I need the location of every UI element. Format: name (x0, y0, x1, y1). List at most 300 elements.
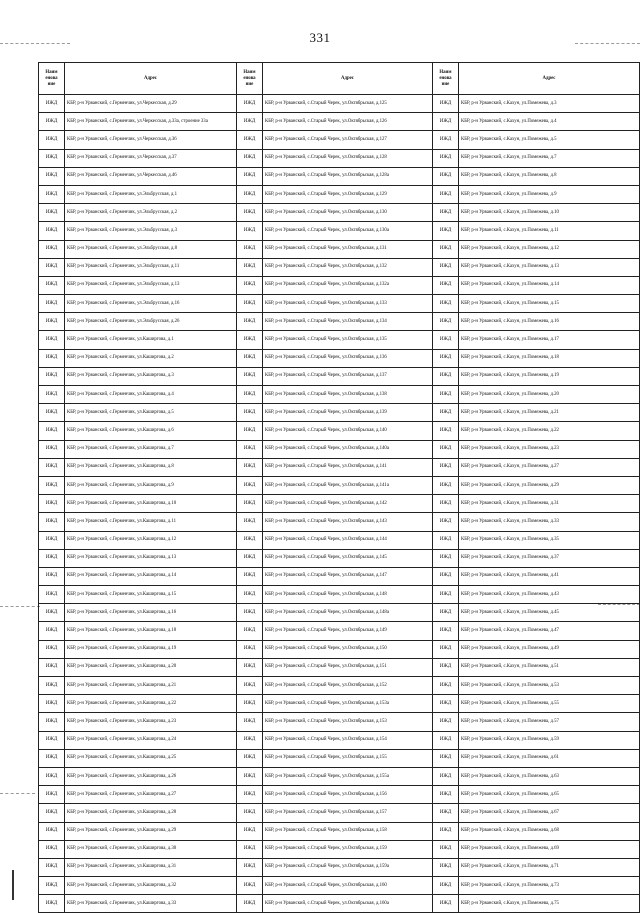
table-row (39, 513, 640, 531)
address-cell: КБР, р-н Урванский, с.Кахун, ул.Помежева, д.65 (459, 786, 640, 804)
address-cell: КБР, р-н Урванский, с.Старый Черек, ул.Октябрьская, д.148 (263, 586, 433, 604)
object-type-cell: ИЖД (39, 113, 65, 131)
address-cell: КБР, р-н Урванский, с.Кахун, ул.Помежева, д.7 (459, 149, 640, 167)
address-cell: КБР, р-н Урванский, с.Старый Черек, ул.Октябрьская, д.154 (263, 731, 433, 749)
address-cell: КБР, р-н Урванский, с.Старый Черек, ул.Октябрьская, д.160 (263, 877, 433, 895)
object-type-cell: ИЖД (39, 695, 65, 713)
object-type-cell: ИЖД (433, 276, 459, 294)
object-type-cell: ИЖД (237, 367, 263, 385)
address-cell: КБР, р-н Урванский, с.Герменчик, ул.Эльбрусская, д.26 (65, 313, 237, 331)
address-cell: КБР, р-н Урванский, с.Старый Черек, ул.Октябрьская, д.132 (263, 258, 433, 276)
object-type-cell: ИЖД (237, 858, 263, 876)
object-type-cell: ИЖД (39, 404, 65, 422)
object-type-cell: ИЖД (39, 604, 65, 622)
object-type-cell: ИЖД (39, 167, 65, 185)
object-type-cell: ИЖД (433, 258, 459, 276)
address-cell: КБР, р-н Урванский, с.Кахун, ул.Помежева, д.53 (459, 677, 640, 695)
object-type-cell: ИЖД (433, 458, 459, 476)
table-row (39, 804, 640, 822)
scan-artifact-line (0, 793, 35, 794)
address-column-header: Адрес (65, 63, 237, 95)
object-type-cell: ИЖД (237, 731, 263, 749)
address-cell: КБР, р-н Урванский, с.Герменчик, ул.Каширгова, д.20 (65, 658, 237, 676)
address-cell: КБР, р-н Урванский, с.Старый Черек, ул.Октябрьская, д.145 (263, 549, 433, 567)
table-row (39, 331, 640, 349)
object-type-cell: ИЖД (39, 204, 65, 222)
object-type-cell: ИЖД (433, 549, 459, 567)
object-type-cell: ИЖД (433, 404, 459, 422)
address-cell: КБР, р-н Урванский, с.Кахун, ул.Помежева, д.11 (459, 222, 640, 240)
table-row (39, 786, 640, 804)
table-row (39, 204, 640, 222)
address-cell: КБР, р-н Урванский, с.Кахун, ул.Помежева, д.43 (459, 586, 640, 604)
address-cell: КБР, р-н Урванский, с.Старый Черек, ул.Октябрьская, д.160а (263, 895, 433, 913)
object-type-cell: ИЖД (39, 713, 65, 731)
address-cell: КБР, р-н Урванский, с.Герменчик, ул.Каширгова, д.6 (65, 422, 237, 440)
address-cell: КБР, р-н Урванский, с.Герменчик, ул.Каширгова, д.27 (65, 786, 237, 804)
object-type-cell: ИЖД (237, 840, 263, 858)
address-cell: КБР, р-н Урванский, с.Герменчик, ул.Каширгова, д.24 (65, 731, 237, 749)
object-type-cell: ИЖД (433, 367, 459, 385)
object-type-cell: ИЖД (433, 622, 459, 640)
object-type-cell: ИЖД (39, 476, 65, 494)
table-row (39, 131, 640, 149)
object-type-cell: ИЖД (39, 386, 65, 404)
address-cell: КБР, р-н Урванский, с.Старый Черек, ул.Октябрьская, д.125 (263, 95, 433, 113)
object-type-cell: ИЖД (237, 567, 263, 585)
address-cell: КБР, р-н Урванский, с.Герменчик, ул.Каширгова, д.5 (65, 404, 237, 422)
address-register-table (38, 62, 640, 913)
scan-artifact-line (0, 43, 70, 44)
table-row (39, 586, 640, 604)
address-cell: КБР, р-н Урванский, с.Старый Черек, ул.Октябрьская, д.147 (263, 567, 433, 585)
table-row (39, 695, 640, 713)
address-cell: КБР, р-н Урванский, с.Кахун, ул.Помежева, д.27 (459, 458, 640, 476)
object-type-cell: ИЖД (433, 713, 459, 731)
address-column-header: Адрес (263, 63, 433, 95)
table-body (39, 95, 640, 913)
object-type-cell: ИЖД (39, 276, 65, 294)
address-cell: КБР, р-н Урванский, с.Герменчик, ул.Эльбрусская, д.16 (65, 295, 237, 313)
object-type-cell: ИЖД (237, 349, 263, 367)
address-cell: КБР, р-н Урванский, с.Герменчик, ул.Эльбрусская, д.3 (65, 222, 237, 240)
address-cell: КБР, р-н Урванский, с.Герменчик, ул.Каширгова, д.28 (65, 804, 237, 822)
object-type-cell: ИЖД (433, 240, 459, 258)
address-cell: КБР, р-н Урванский, с.Старый Черек, ул.Октябрьская, д.156 (263, 786, 433, 804)
object-type-cell: ИЖД (237, 622, 263, 640)
object-type-cell: ИЖД (237, 786, 263, 804)
object-type-cell: ИЖД (237, 295, 263, 313)
object-type-cell: ИЖД (39, 840, 65, 858)
object-type-cell: ИЖД (433, 313, 459, 331)
address-cell: КБР, р-н Урванский, с.Герменчик, ул.Каширгова, д.21 (65, 677, 237, 695)
address-cell: КБР, р-н Урванский, с.Герменчик, ул.Каширгова, д.1 (65, 331, 237, 349)
object-type-cell: ИЖД (39, 877, 65, 895)
object-type-cell: ИЖД (39, 586, 65, 604)
object-type-cell: ИЖД (433, 149, 459, 167)
address-cell: КБР, р-н Урванский, с.Старый Черек, ул.Октябрьская, д.150 (263, 640, 433, 658)
address-cell: КБР, р-н Урванский, с.Герменчик, ул.Черкесская, д.36 (65, 131, 237, 149)
object-type-cell: ИЖД (39, 495, 65, 513)
object-type-cell: ИЖД (237, 822, 263, 840)
table-row (39, 367, 640, 385)
object-type-cell: ИЖД (433, 131, 459, 149)
table-row (39, 240, 640, 258)
object-type-cell: ИЖД (39, 895, 65, 913)
table-row (39, 149, 640, 167)
address-cell: КБР, р-н Урванский, с.Герменчик, ул.Каширгова, д.16 (65, 604, 237, 622)
page-number: 331 (309, 30, 331, 45)
address-cell: КБР, р-н Урванский, с.Кахун, ул.Помежева, д.69 (459, 840, 640, 858)
object-type-cell: ИЖД (237, 640, 263, 658)
address-cell: КБР, р-н Урванский, с.Кахун, ул.Помежева, д.49 (459, 640, 640, 658)
address-cell: КБР, р-н Урванский, с.Герменчик, ул.Каширгова, д.8 (65, 458, 237, 476)
table-row (39, 822, 640, 840)
object-type-cell: ИЖД (433, 677, 459, 695)
object-type-cell: ИЖД (237, 167, 263, 185)
object-type-cell: ИЖД (39, 313, 65, 331)
object-type-cell: ИЖД (39, 531, 65, 549)
object-type-cell: ИЖД (433, 204, 459, 222)
address-cell: КБР, р-н Урванский, с.Старый Черек, ул.Октябрьская, д.128 (263, 149, 433, 167)
object-type-cell: ИЖД (237, 386, 263, 404)
object-type-cell: ИЖД (237, 767, 263, 785)
binder-mark (12, 870, 14, 900)
address-cell: КБР, р-н Урванский, с.Герменчик, ул.Каширгова, д.15 (65, 586, 237, 604)
address-cell: КБР, р-н Урванский, с.Старый Черек, ул.Октябрьская, д.135 (263, 331, 433, 349)
object-type-cell: ИЖД (433, 349, 459, 367)
address-cell: КБР, р-н Урванский, с.Старый Черек, ул.Октябрьская, д.138 (263, 386, 433, 404)
object-type-cell: ИЖД (433, 877, 459, 895)
address-cell: КБР, р-н Урванский, с.Кахун, ул.Помежева, д.3 (459, 95, 640, 113)
object-type-cell: ИЖД (237, 149, 263, 167)
address-cell: КБР, р-н Урванский, с.Старый Черек, ул.Октябрьская, д.152 (263, 677, 433, 695)
object-type-cell: ИЖД (433, 295, 459, 313)
object-type-cell: ИЖД (433, 640, 459, 658)
address-cell: КБР, р-н Урванский, с.Старый Черек, ул.Октябрьская, д.155а (263, 767, 433, 785)
address-cell: КБР, р-н Урванский, с.Герменчик, ул.Эльбрусская, д.13 (65, 276, 237, 294)
address-cell: КБР, р-н Урванский, с.Старый Черек, ул.Октябрьская, д.157 (263, 804, 433, 822)
object-type-cell: ИЖД (433, 749, 459, 767)
address-cell: КБР, р-н Урванский, с.Старый Черек, ул.Октябрьская, д.141а (263, 476, 433, 494)
object-type-cell: ИЖД (237, 258, 263, 276)
object-type-cell: ИЖД (433, 840, 459, 858)
object-type-cell: ИЖД (237, 658, 263, 676)
address-cell: КБР, р-н Урванский, с.Герменчик, ул.Эльбрусская, д.8 (65, 240, 237, 258)
object-type-cell: ИЖД (237, 749, 263, 767)
table-row (39, 440, 640, 458)
object-type-cell: ИЖД (433, 731, 459, 749)
object-type-cell: ИЖД (237, 877, 263, 895)
table-row (39, 495, 640, 513)
object-type-cell: ИЖД (39, 240, 65, 258)
address-cell: КБР, р-н Урванский, с.Кахун, ул.Помежева, д.17 (459, 331, 640, 349)
object-type-cell: ИЖД (237, 495, 263, 513)
object-type-cell: ИЖД (39, 331, 65, 349)
address-cell: КБР, р-н Урванский, с.Герменчик, ул.Каширгова, д.3 (65, 367, 237, 385)
address-cell: КБР, р-н Урванский, с.Герменчик, ул.Каширгова, д.7 (65, 440, 237, 458)
object-type-cell: ИЖД (39, 149, 65, 167)
address-cell: КБР, р-н Урванский, с.Старый Черек, ул.Октябрьская, д.133 (263, 295, 433, 313)
object-type-cell: ИЖД (39, 567, 65, 585)
object-type-cell: ИЖД (237, 240, 263, 258)
address-cell: КБР, р-н Урванский, с.Старый Черек, ул.Октябрьская, д.134 (263, 313, 433, 331)
object-type-cell: ИЖД (39, 95, 65, 113)
address-cell: КБР, р-н Урванский, с.Герменчик, ул.Каширгова, д.25 (65, 749, 237, 767)
object-type-cell: ИЖД (237, 222, 263, 240)
object-type-cell: ИЖД (39, 622, 65, 640)
address-cell: КБР, р-н Урванский, с.Кахун, ул.Помежева, д.41 (459, 567, 640, 585)
object-type-cell: ИЖД (237, 549, 263, 567)
object-type-cell: ИЖД (237, 804, 263, 822)
address-cell: КБР, р-н Урванский, с.Старый Черек, ул.Октябрьская, д.136 (263, 349, 433, 367)
object-type-cell: ИЖД (433, 786, 459, 804)
address-cell: КБР, р-н Урванский, с.Герменчик, ул.Черкесская, д.29 (65, 95, 237, 113)
address-cell: КБР, р-н Урванский, с.Старый Черек, ул.Октябрьская, д.129 (263, 185, 433, 203)
address-cell: КБР, р-н Урванский, с.Герменчик, ул.Каширгова, д.22 (65, 695, 237, 713)
address-cell: КБР, р-н Урванский, с.Кахун, ул.Помежева, д.31 (459, 495, 640, 513)
address-cell: КБР, р-н Урванский, с.Старый Черек, ул.Октябрьская, д.159а (263, 858, 433, 876)
table-row (39, 640, 640, 658)
object-type-cell: ИЖД (433, 822, 459, 840)
address-cell: КБР, р-н Урванский, с.Кахун, ул.Помежева, д.12 (459, 240, 640, 258)
object-type-cell: ИЖД (237, 95, 263, 113)
table-row (39, 858, 640, 876)
address-cell: КБР, р-н Урванский, с.Кахун, ул.Помежева, д.75 (459, 895, 640, 913)
address-cell: КБР, р-н Урванский, с.Кахун, ул.Помежева, д.51 (459, 658, 640, 676)
address-cell: КБР, р-н Урванский, с.Кахун, ул.Помежева, д.67 (459, 804, 640, 822)
object-type-cell: ИЖД (237, 185, 263, 203)
address-cell: КБР, р-н Урванский, с.Герменчик, ул.Каширгова, д.29 (65, 822, 237, 840)
table-row (39, 840, 640, 858)
address-cell: КБР, р-н Урванский, с.Герменчик, ул.Эльбрусская, д.1 (65, 185, 237, 203)
address-cell: КБР, р-н Урванский, с.Старый Черек, ул.Октябрьская, д.130 (263, 204, 433, 222)
address-cell: КБР, р-н Урванский, с.Старый Черек, ул.Октябрьская, д.128а (263, 167, 433, 185)
object-type-cell: ИЖД (433, 167, 459, 185)
address-cell: КБР, р-н Урванский, с.Герменчик, ул.Каширгова, д.26 (65, 767, 237, 785)
object-type-cell: ИЖД (433, 386, 459, 404)
table-row (39, 895, 640, 913)
object-type-cell: ИЖД (433, 604, 459, 622)
object-type-cell: ИЖД (433, 222, 459, 240)
address-cell: КБР, р-н Урванский, с.Кахун, ул.Помежева, д.71 (459, 858, 640, 876)
object-type-cell: ИЖД (39, 767, 65, 785)
object-type-cell: ИЖД (237, 404, 263, 422)
address-cell: КБР, р-н Урванский, с.Старый Черек, ул.Октябрьская, д.151 (263, 658, 433, 676)
table-row (39, 767, 640, 785)
table-row (39, 258, 640, 276)
table-row (39, 349, 640, 367)
address-cell: КБР, р-н Урванский, с.Старый Черек, ул.Октябрьская, д.137 (263, 367, 433, 385)
table-row (39, 113, 640, 131)
address-cell: КБР, р-н Урванский, с.Кахун, ул.Помежева, д.47 (459, 622, 640, 640)
address-cell: КБР, р-н Урванский, с.Старый Черек, ул.Октябрьская, д.127 (263, 131, 433, 149)
object-type-cell: ИЖД (39, 658, 65, 676)
table-row (39, 658, 640, 676)
address-cell: КБР, р-н Урванский, с.Герменчик, ул.Эльбрусская, д.2 (65, 204, 237, 222)
object-type-cell: ИЖД (433, 895, 459, 913)
table-row (39, 313, 640, 331)
address-cell: КБР, р-н Урванский, с.Старый Черек, ул.Октябрьская, д.139 (263, 404, 433, 422)
object-type-cell: ИЖД (433, 440, 459, 458)
object-type-cell: ИЖД (39, 295, 65, 313)
object-type-cell: ИЖД (433, 658, 459, 676)
address-cell: КБР, р-н Урванский, с.Старый Черек, ул.Октябрьская, д.140 (263, 422, 433, 440)
table-row (39, 167, 640, 185)
address-cell: КБР, р-н Урванский, с.Кахун, ул.Помежева, д.61 (459, 749, 640, 767)
object-type-cell: ИЖД (237, 695, 263, 713)
address-column-header: Адрес (459, 63, 640, 95)
address-cell: КБР, р-н Урванский, с.Кахун, ул.Помежева, д.21 (459, 404, 640, 422)
object-type-cell: ИЖД (39, 422, 65, 440)
type-column-header: Наим енова ние (433, 63, 459, 95)
address-cell: КБР, р-н Урванский, с.Кахун, ул.Помежева, д.29 (459, 476, 640, 494)
object-type-cell: ИЖД (237, 531, 263, 549)
table-row (39, 185, 640, 203)
address-cell: КБР, р-н Урванский, с.Кахун, ул.Помежева, д.10 (459, 204, 640, 222)
address-cell: КБР, р-н Урванский, с.Герменчик, ул.Каширгова, д.2 (65, 349, 237, 367)
object-type-cell: ИЖД (39, 731, 65, 749)
object-type-cell: ИЖД (237, 476, 263, 494)
object-type-cell: ИЖД (39, 549, 65, 567)
object-type-cell: ИЖД (433, 513, 459, 531)
address-cell: КБР, р-н Урванский, с.Кахун, ул.Помежева, д.16 (459, 313, 640, 331)
object-type-cell: ИЖД (39, 440, 65, 458)
type-column-header: Наим енова ние (237, 63, 263, 95)
object-type-cell: ИЖД (433, 495, 459, 513)
table-row (39, 567, 640, 585)
address-cell: КБР, р-н Урванский, с.Кахун, ул.Помежева, д.22 (459, 422, 640, 440)
table-row (39, 677, 640, 695)
table-row (39, 295, 640, 313)
address-cell: КБР, р-н Урванский, с.Старый Черек, ул.Октябрьская, д.131 (263, 240, 433, 258)
object-type-cell: ИЖД (433, 113, 459, 131)
address-cell: КБР, р-н Урванский, с.Кахун, ул.Помежева, д.55 (459, 695, 640, 713)
address-cell: КБР, р-н Урванский, с.Кахун, ул.Помежева, д.59 (459, 731, 640, 749)
address-cell: КБР, р-н Урванский, с.Старый Черек, ул.Октябрьская, д.153а (263, 695, 433, 713)
object-type-cell: ИЖД (237, 440, 263, 458)
object-type-cell: ИЖД (39, 804, 65, 822)
object-type-cell: ИЖД (237, 276, 263, 294)
address-cell: КБР, р-н Урванский, с.Герменчик, ул.Эльбрусская, д.11 (65, 258, 237, 276)
address-cell: КБР, р-н Урванский, с.Кахун, ул.Помежева, д.18 (459, 349, 640, 367)
address-cell: КБР, р-н Урванский, с.Кахун, ул.Помежева, д.37 (459, 549, 640, 567)
address-cell: КБР, р-н Урванский, с.Старый Черек, ул.Октябрьская, д.149 (263, 622, 433, 640)
address-cell: КБР, р-н Урванский, с.Герменчик, ул.Каширгова, д.10 (65, 495, 237, 513)
object-type-cell: ИЖД (39, 367, 65, 385)
address-cell: КБР, р-н Урванский, с.Кахун, ул.Помежева, д.33 (459, 513, 640, 531)
object-type-cell: ИЖД (237, 513, 263, 531)
object-type-cell: ИЖД (237, 677, 263, 695)
table-row (39, 458, 640, 476)
address-cell: КБР, р-н Урванский, с.Герменчик, ул.Каширгова, д.19 (65, 640, 237, 658)
object-type-cell: ИЖД (39, 640, 65, 658)
object-type-cell: ИЖД (433, 767, 459, 785)
address-cell: КБР, р-н Урванский, с.Герменчик, ул.Каширгова, д.31 (65, 858, 237, 876)
table-row (39, 95, 640, 113)
address-cell: КБР, р-н Урванский, с.Старый Черек, ул.Октябрьская, д.140а (263, 440, 433, 458)
address-cell: КБР, р-н Урванский, с.Кахун, ул.Помежева, д.63 (459, 767, 640, 785)
address-cell: КБР, р-н Урванский, с.Старый Черек, ул.Октябрьская, д.142 (263, 495, 433, 513)
address-cell: КБР, р-н Урванский, с.Старый Черек, ул.Октябрьская, д.132а (263, 276, 433, 294)
address-cell: КБР, р-н Урванский, с.Кахун, ул.Помежева, д.68 (459, 822, 640, 840)
address-cell: КБР, р-н Урванский, с.Кахун, ул.Помежева, д.4 (459, 113, 640, 131)
address-cell: КБР, р-н Урванский, с.Кахун, ул.Помежева, д.5 (459, 131, 640, 149)
address-cell: КБР, р-н Урванский, с.Герменчик, ул.Каширгова, д.9 (65, 476, 237, 494)
object-type-cell: ИЖД (39, 858, 65, 876)
object-type-cell: ИЖД (237, 313, 263, 331)
address-cell: КБР, р-н Урванский, с.Кахун, ул.Помежева, д.13 (459, 258, 640, 276)
table-row (39, 404, 640, 422)
object-type-cell: ИЖД (237, 331, 263, 349)
address-cell: КБР, р-н Урванский, с.Старый Черек, ул.Октябрьская, д.153 (263, 713, 433, 731)
object-type-cell: ИЖД (237, 604, 263, 622)
address-cell: КБР, р-н Урванский, с.Герменчик, ул.Черкесская, д.37 (65, 149, 237, 167)
object-type-cell: ИЖД (39, 677, 65, 695)
table-row (39, 713, 640, 731)
object-type-cell: ИЖД (39, 258, 65, 276)
object-type-cell: ИЖД (39, 222, 65, 240)
table-row (39, 386, 640, 404)
address-cell: КБР, р-н Урванский, с.Старый Черек, ул.Октябрьская, д.158 (263, 822, 433, 840)
address-cell: КБР, р-н Урванский, с.Герменчик, ул.Каширгова, д.12 (65, 531, 237, 549)
object-type-cell: ИЖД (433, 567, 459, 585)
table-row (39, 877, 640, 895)
address-cell: КБР, р-н Урванский, с.Старый Черек, ул.Октябрьская, д.148а (263, 604, 433, 622)
address-cell: КБР, р-н Урванский, с.Герменчик, ул.Каширгова, д.32 (65, 877, 237, 895)
object-type-cell: ИЖД (433, 586, 459, 604)
table-header-row (39, 63, 640, 95)
object-type-cell: ИЖД (39, 513, 65, 531)
object-type-cell: ИЖД (237, 458, 263, 476)
object-type-cell: ИЖД (237, 586, 263, 604)
address-cell: КБР, р-н Урванский, с.Старый Черек, ул.Октябрьская, д.155 (263, 749, 433, 767)
object-type-cell: ИЖД (237, 113, 263, 131)
object-type-cell: ИЖД (39, 458, 65, 476)
object-type-cell: ИЖД (39, 185, 65, 203)
address-cell: КБР, р-н Урванский, с.Старый Черек, ул.Октябрьская, д.130а (263, 222, 433, 240)
object-type-cell: ИЖД (433, 476, 459, 494)
address-cell: КБР, р-н Урванский, с.Герменчик, ул.Каширгова, д.23 (65, 713, 237, 731)
table-row (39, 422, 640, 440)
object-type-cell: ИЖД (237, 204, 263, 222)
object-type-cell: ИЖД (237, 713, 263, 731)
address-cell: КБР, р-н Урванский, с.Кахун, ул.Помежева, д.73 (459, 877, 640, 895)
object-type-cell: ИЖД (39, 786, 65, 804)
type-column-header: Наим енова ние (39, 63, 65, 95)
address-cell: КБР, р-н Урванский, с.Кахун, ул.Помежева, д.23 (459, 440, 640, 458)
object-type-cell: ИЖД (433, 858, 459, 876)
table-row (39, 276, 640, 294)
object-type-cell: ИЖД (39, 131, 65, 149)
object-type-cell: ИЖД (433, 422, 459, 440)
address-cell: КБР, р-н Урванский, с.Герменчик, ул.Каширгова, д.14 (65, 567, 237, 585)
object-type-cell: ИЖД (433, 331, 459, 349)
object-type-cell: ИЖД (433, 95, 459, 113)
table-row (39, 749, 640, 767)
scan-artifact-line (575, 43, 640, 44)
table-row (39, 731, 640, 749)
address-cell: КБР, р-н Урванский, с.Герменчик, ул.Каширгова, д.11 (65, 513, 237, 531)
address-cell: КБР, р-н Урванский, с.Кахун, ул.Помежева, д.35 (459, 531, 640, 549)
address-cell: КБР, р-н Урванский, с.Кахун, ул.Помежева, д.15 (459, 295, 640, 313)
address-cell: КБР, р-н Урванский, с.Кахун, ул.Помежева, д.45 (459, 604, 640, 622)
table-row (39, 604, 640, 622)
object-type-cell: ИЖД (433, 695, 459, 713)
object-type-cell: ИЖД (39, 749, 65, 767)
address-cell: КБР, р-н Урванский, с.Кахун, ул.Помежева, д.19 (459, 367, 640, 385)
address-cell: КБР, р-н Урванский, с.Старый Черек, ул.Октябрьская, д.126 (263, 113, 433, 131)
